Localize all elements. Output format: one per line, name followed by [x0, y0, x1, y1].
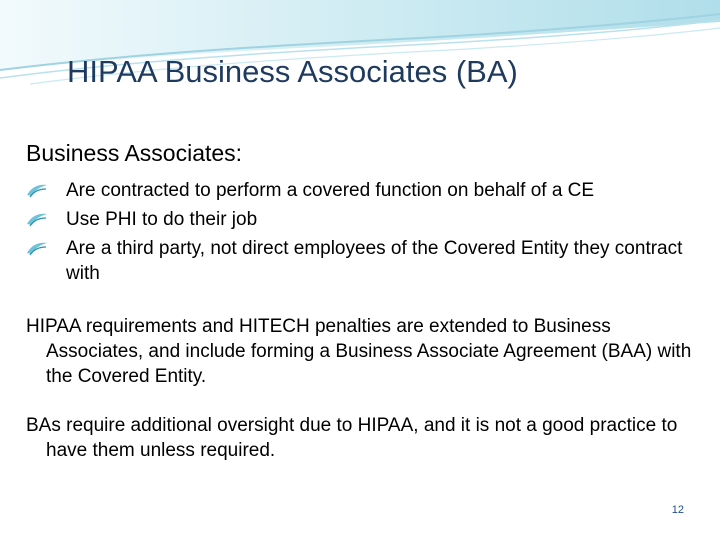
slide-body — [26, 138, 706, 463]
paragraph-oversight: BAs require additional oversight due to HIPAA, and it is not a good practice to have them unless required. — [26, 415, 678, 461]
page-number: 12 — [671, 504, 684, 516]
list-item — [26, 236, 706, 286]
paragraph-hitech: HIPAA requirements and HITECH penalties are extended to Business Associates, and include forming a Business Associate Agreement (BAA) with the Covered Entity. — [26, 316, 692, 387]
bullet-list — [26, 178, 706, 286]
list-item — [26, 207, 706, 232]
swoosh-bullet-icon — [26, 240, 48, 256]
list-item — [26, 178, 706, 203]
bullet-text: Are contracted to perform a covered function on behalf of a CE — [66, 180, 595, 201]
swoosh-bullet-icon — [26, 182, 48, 198]
bullet-text: Use PHI to do their job — [66, 209, 258, 230]
section-heading: Business Associates: — [26, 140, 243, 166]
bullet-text: Are a third party, not direct employees of the Covered Entity they contract with — [66, 238, 683, 284]
swoosh-bullet-icon — [26, 211, 48, 227]
page-title: HIPAA Business Associates (BA) — [67, 54, 518, 89]
